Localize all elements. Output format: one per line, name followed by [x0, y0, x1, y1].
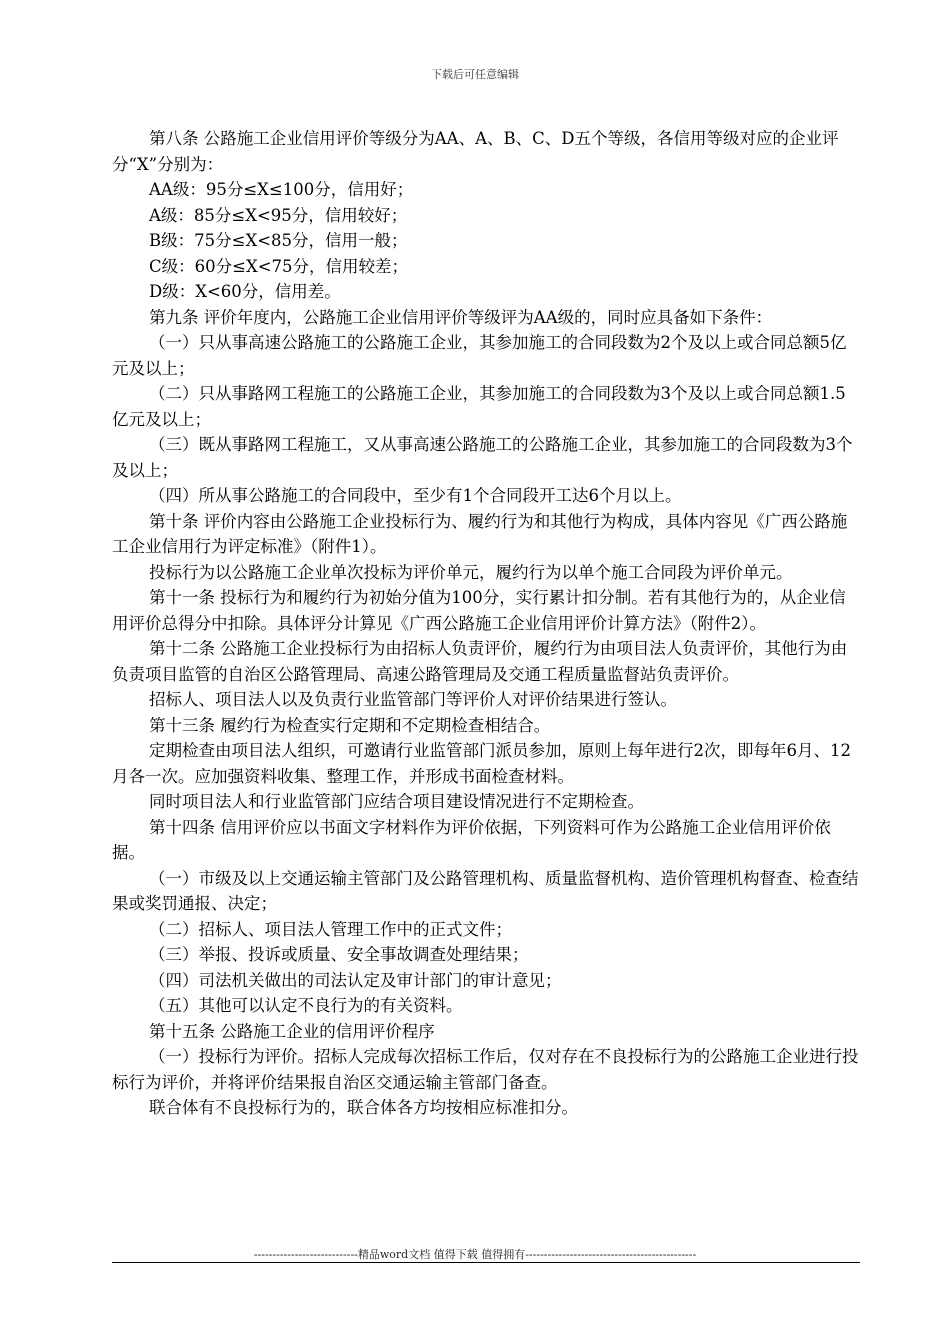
article-9-item-1: （一）只从事高速公路施工的公路施工企业，其参加施工的合同段数为2个及以上或合同总额5亿元及以上； [112, 333, 847, 378]
footer-divider [112, 1262, 860, 1263]
article-15-detail: 联合体有不良投标行为的，联合体各方均按相应标准扣分。 [149, 1098, 578, 1117]
article-10-detail: 投标行为以公路施工企业单次投标为评价单元，履约行为以单个施工合同段为评价单元。 [149, 562, 793, 582]
article-14-item-2: （二）招标人、项目法人管理工作中的正式文件； [149, 919, 512, 939]
grade-d-line: D级：X<60分，信用差。 [149, 282, 341, 301]
article-9-paragraph: 第九条 评价年度内，公路施工企业信用评价等级评为AA级的，同时应具备如下条件： [149, 307, 773, 327]
article-13-paragraph: 第十三条 履约行为检查实行定期和不定期检查相结合。 [149, 715, 551, 735]
page-header: 下载后可任意编辑 [431, 68, 519, 81]
article-15-item-1: （一）投标行为评价。招标人完成每次招标工作后，仅对存在不良投标行为的公路施工企业进行投标行为评价，并将评价结果报自治区交通运输主管部门备查。 [112, 1047, 859, 1092]
article-9-item-4: （四）所从事公路施工的合同段中，至少有1个合同段开工达6个月以上。 [149, 486, 682, 505]
article-8-paragraph: 第八条 公路施工企业信用评价等级分为AA、A、B、C、D五个等级，各信用等级对应的企业评分“X”分别为： [112, 129, 839, 174]
article-14-paragraph: 第十四条 信用评价应以书面文字材料作为评价依据，下列资料可作为公路施工企业信用评价依据。 [112, 817, 831, 862]
article-11-paragraph: 第十一条 投标行为和履约行为初始分值为100分，实行累计扣分制。若有其他行为的，从企业信用评价总得分中扣除。具体评分计算见《广西公路施工企业信用评价计算方法》（附件2）。 [112, 588, 846, 633]
article-13-detail-2: 同时项目法人和行业监管部门应结合项目建设情况进行不定期检查。 [149, 792, 644, 811]
grade-b-line: B级：75分≤X<85分，信用一般； [149, 231, 408, 250]
grade-aa-line: AA级：95分≤X≤100分，信用好； [149, 180, 414, 199]
article-9-item-3: （三）既从事路网工程施工，又从事高速公路施工的公路施工企业，其参加施工的合同段数为3个及以上； [112, 435, 853, 480]
grade-c-line: C级：60分≤X<75分，信用较差； [149, 256, 409, 276]
article-12-detail: 招标人、项目法人以及负责行业监管部门等评价人对评价结果进行签认。 [149, 690, 677, 709]
grade-a-line: A级：85分≤X<95分，信用较好； [149, 205, 408, 225]
article-9-item-2: （二）只从事路网工程施工的公路施工企业，其参加施工的合同段数为3个及以上或合同总额1.5亿元及以上； [112, 384, 846, 429]
article-14-item-4: （四）司法机关做出的司法认定及审计部门的审计意见； [149, 970, 562, 990]
article-14-item-3: （三）举报、投诉或质量、安全事故调查处理结果； [149, 945, 529, 964]
article-14-item-5: （五）其他可以认定不良行为的有关资料。 [149, 996, 463, 1015]
article-13-detail-1: 定期检查由项目法人组织，可邀请行业监管部门派员参加，原则上每年进行2次，即每年6月、12月各一次。应加强资料收集、整理工作，并形成书面检查材料。 [112, 741, 851, 786]
article-10-paragraph: 第十条 评价内容由公路施工企业投标行为、履约行为和其他行为构成，具体内容见《广西公路施工企业信用行为评定标准》（附件1）。 [112, 511, 848, 556]
article-14-item-1: （一）市级及以上交通运输主管部门及公路管理机构、质量监督机构、造价管理机构督查、检查结果或奖罚通报、决定； [112, 868, 859, 913]
document-body [112, 126, 860, 1121]
page-footer: ----------------------------精品word文档 值得下载 值得拥有---------------------------------------------- [253, 1248, 697, 1261]
article-15-paragraph: 第十五条 公路施工企业的信用评价程序 [149, 1021, 435, 1041]
article-12-paragraph: 第十二条 公路施工企业投标行为由招标人负责评价，履约行为由项目法人负责评价，其他行为由负责项目监管的自治区公路管理局、高速公路管理局及交通工程质量监督站负责评价。 [112, 639, 848, 684]
